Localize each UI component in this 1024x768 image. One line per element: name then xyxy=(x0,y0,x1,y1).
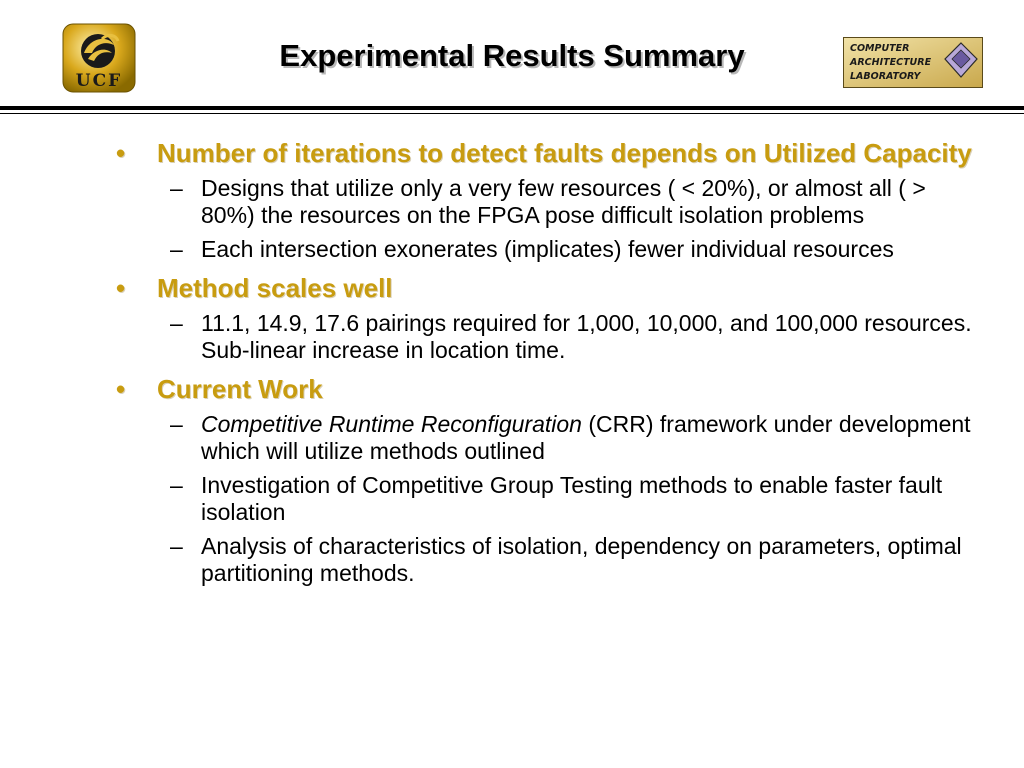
dash-marker: – xyxy=(170,310,183,336)
dash-marker: – xyxy=(170,411,183,437)
sub-item-text: 11.1, 14.9, 17.6 pairings required for 1,000, 10,000, and 100,000 resources. Sub-linear increase in location time. xyxy=(201,310,972,363)
dash-marker: – xyxy=(170,533,183,559)
bullet-current-work xyxy=(112,374,972,404)
lab-logo-line-3: LABORATORY xyxy=(850,71,921,82)
sub-item-text: Investigation of Competitive Group Testing methods to enable faster fault isolation xyxy=(201,472,943,525)
sub-item-text: Analysis of characteristics of isolation, dependency on parameters, optimal partitioning methods. xyxy=(201,533,962,586)
sub-item xyxy=(170,472,972,526)
header-divider-thin xyxy=(0,113,1024,114)
bullet-marker: • xyxy=(116,273,126,303)
sub-item-text: Designs that utilize only a very few resources ( < 20%), or almost all ( > 80%) the resources on the FPGA pose difficult isolation problems xyxy=(201,175,926,228)
sub-item-rest: (CRR) framework under development which will utilize methods outlined xyxy=(201,411,971,464)
computer-architecture-lab-logo xyxy=(843,37,983,88)
bullet-iterations xyxy=(112,138,972,168)
sub-item xyxy=(170,310,972,364)
sub-item-italic: Competitive Runtime Reconfiguration xyxy=(201,411,582,437)
sub-item xyxy=(170,175,972,229)
sub-item-text xyxy=(201,411,972,465)
dash-marker: – xyxy=(170,175,183,201)
slide-body xyxy=(112,132,972,587)
sub-item xyxy=(170,411,972,465)
dash-marker: – xyxy=(170,472,183,498)
bullet-scales xyxy=(112,273,972,303)
bullet-heading: Current Work xyxy=(157,374,323,404)
bullet-heading: Method scales well xyxy=(157,273,393,303)
header-divider-thick xyxy=(0,106,1024,110)
sub-item-text: Each intersection exonerates (implicates) fewer individual resources xyxy=(201,236,894,262)
ucf-logo-letters: UCF xyxy=(75,71,123,91)
computer-architecture-lab-icon xyxy=(843,37,983,88)
bullet-marker: • xyxy=(116,374,126,404)
bullet-marker: • xyxy=(116,138,126,168)
bullet-heading: Number of iterations to detect faults depends on Utilized Capacity xyxy=(157,138,972,168)
slide-title: Experimental Results Summary xyxy=(279,38,745,73)
sub-item xyxy=(170,533,972,587)
dash-marker: – xyxy=(170,236,183,262)
sub-item xyxy=(170,236,972,263)
lab-logo-line-1: COMPUTER xyxy=(850,43,910,54)
lab-logo-line-2: ARCHITECTURE xyxy=(850,57,932,68)
